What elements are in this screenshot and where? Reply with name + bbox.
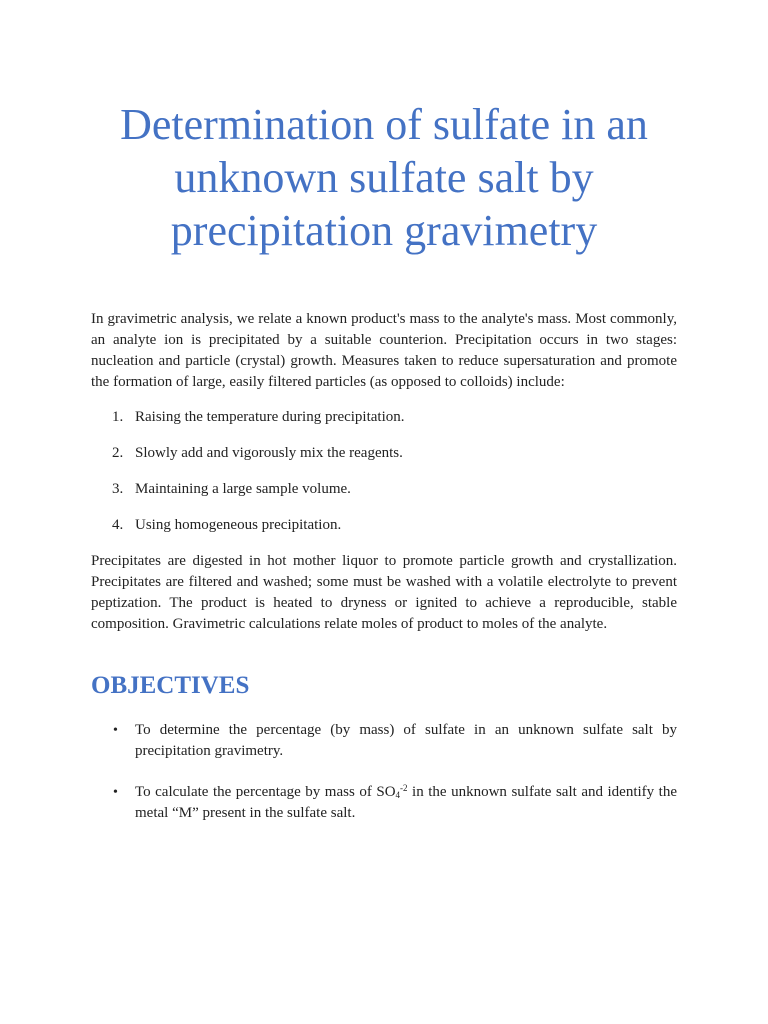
list-item-text: Raising the temperature during precipitation. — [135, 409, 405, 425]
digestion-paragraph: Precipitates are digested in hot mother liquor to promote particle growth and crystallization. Precipitates are filtered and washed; some must be washed with a volatile electrolyte to prevent peptization. The product is heated to dryness or ignited to achieve a reproducible, stable composition. Gravimetric calculations relate moles of product to moles of the analyte. — [91, 553, 677, 632]
chem-superscript: -2 — [400, 783, 408, 793]
bullet-icon: • — [113, 723, 118, 738]
objective-text — [135, 782, 677, 824]
intro-paragraph: In gravimetric analysis, we relate a known product's mass to the analyte's mass. Most commonly, an analyte ion is precipitated by a suitable counterion. Precipitation occurs in two stages: nucleation and particle (crystal) growth. Measures taken to reduce supersaturation and promote the formation of large, easily filtered particles (as opposed to colloids) include: — [91, 311, 677, 390]
bullet-icon: • — [113, 785, 118, 800]
objectives-heading: OBJECTIVES — [91, 672, 250, 699]
list-item-text: Maintaining a large sample volume. — [135, 481, 351, 497]
chem-subscript: 4 — [395, 790, 401, 800]
objective-text-before: To calculate the percentage by mass of SO — [135, 784, 396, 800]
objective-text-after: in the unknown sulfate salt and identify the metal “M” present in the sulfate salt. — [135, 784, 677, 821]
list-item-number: 3. — [112, 481, 124, 497]
list-item-text: Slowly add and vigorously mix the reagents. — [135, 445, 403, 461]
list-item-number: 4. — [112, 517, 124, 533]
list-item-number: 2. — [112, 445, 124, 461]
objective-text: To determine the percentage (by mass) of sulfate in an unknown sulfate salt by precipitation gravimetry. — [135, 722, 677, 759]
list-item-number: 1. — [112, 409, 124, 425]
list-item-text: Using homogeneous precipitation. — [135, 517, 342, 533]
document-title: Determination of sulfate in an unknown sulfate salt by precipitation gravimetry — [120, 100, 648, 255]
